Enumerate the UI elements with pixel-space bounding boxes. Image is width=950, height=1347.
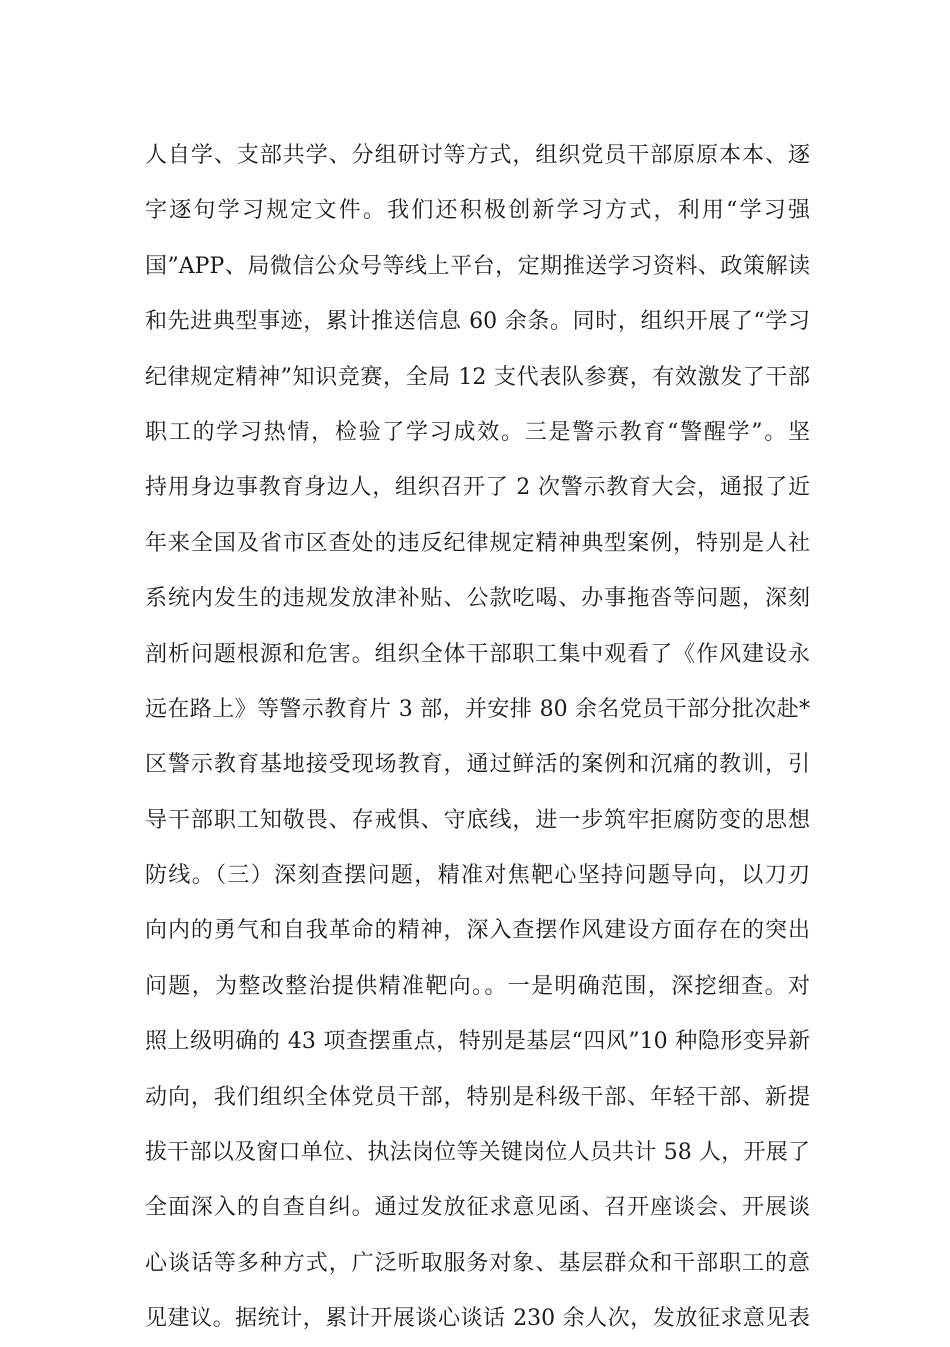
text-line: 国”APP、局微信公众号等线上平台，定期推送学习资料、政策解读 xyxy=(145,253,810,279)
text-line: 心谈话等多种方式，广泛听取服务对象、基层群众和干部职工的意 xyxy=(145,1250,810,1276)
text-line: 防线。（三）深刻查摆问题，精准对焦靶心坚持问题导向，以刀刃 xyxy=(145,863,810,889)
text-line: 职工的学习热情，检验了学习成效。三是警示教育“警醒学”。坚 xyxy=(145,419,810,445)
text-line: 远在路上》等警示教育片 3 部，并安排 80 余名党员干部分批次赴* xyxy=(145,696,810,722)
text-line: 区警示教育基地接受现场教育，通过鲜活的案例和沉痛的教训，引 xyxy=(145,752,810,778)
text-line: 年来全国及省市区查处的违反纪律规定精神典型案例，特别是人社 xyxy=(145,530,810,556)
body-text xyxy=(145,128,810,1347)
text-line: 照上级明确的 43 项查摆重点，特别是基层“四风”10 种隐形变异新 xyxy=(145,1029,810,1055)
text-line: 纪律规定精神”知识竞赛，全局 12 支代表队参赛，有效激发了干部 xyxy=(145,364,810,390)
text-line: 系统内发生的违规发放津补贴、公款吃喝、办事拖沓等问题，深刻 xyxy=(145,586,810,612)
text-line: 剖析问题根源和危害。组织全体干部职工集中观看了《作风建设永 xyxy=(145,641,810,667)
text-line: 全面深入的自查自纠。通过发放征求意见函、召开座谈会、开展谈 xyxy=(145,1195,810,1221)
text-line: 字逐句学习规定文件。我们还积极创新学习方式，利用“学习强 xyxy=(145,198,810,224)
text-line: 见建议。据统计，累计开展谈心谈话 230 余人次，发放征求意见表 xyxy=(145,1306,810,1332)
text-line: 和先进典型事迹，累计推送信息 60 余条。同时，组织开展了“学习 xyxy=(145,309,810,335)
text-line: 导干部职工知敬畏、存戒惧、守底线，进一步筑牢拒腐防变的思想 xyxy=(145,807,810,833)
text-line: 持用身边事教育身边人，组织召开了 2 次警示教育大会，通报了近 xyxy=(145,475,810,501)
text-line: 向内的勇气和自我革命的精神，深入查摆作风建设方面存在的突出 xyxy=(145,918,810,944)
text-line: 人自学、支部共学、分组研讨等方式，组织党员干部原原本本、逐 xyxy=(145,143,810,168)
text-line: 拔干部以及窗口单位、执法岗位等关键岗位人员共计 58 人，开展了 xyxy=(145,1140,810,1166)
text-line: 问题，为整改整治提供精准靶向。。一是明确范围，深挖细查。对 xyxy=(145,973,810,999)
text-line: 动向，我们组织全体党员干部，特别是科级干部、年轻干部、新提 xyxy=(145,1084,810,1110)
